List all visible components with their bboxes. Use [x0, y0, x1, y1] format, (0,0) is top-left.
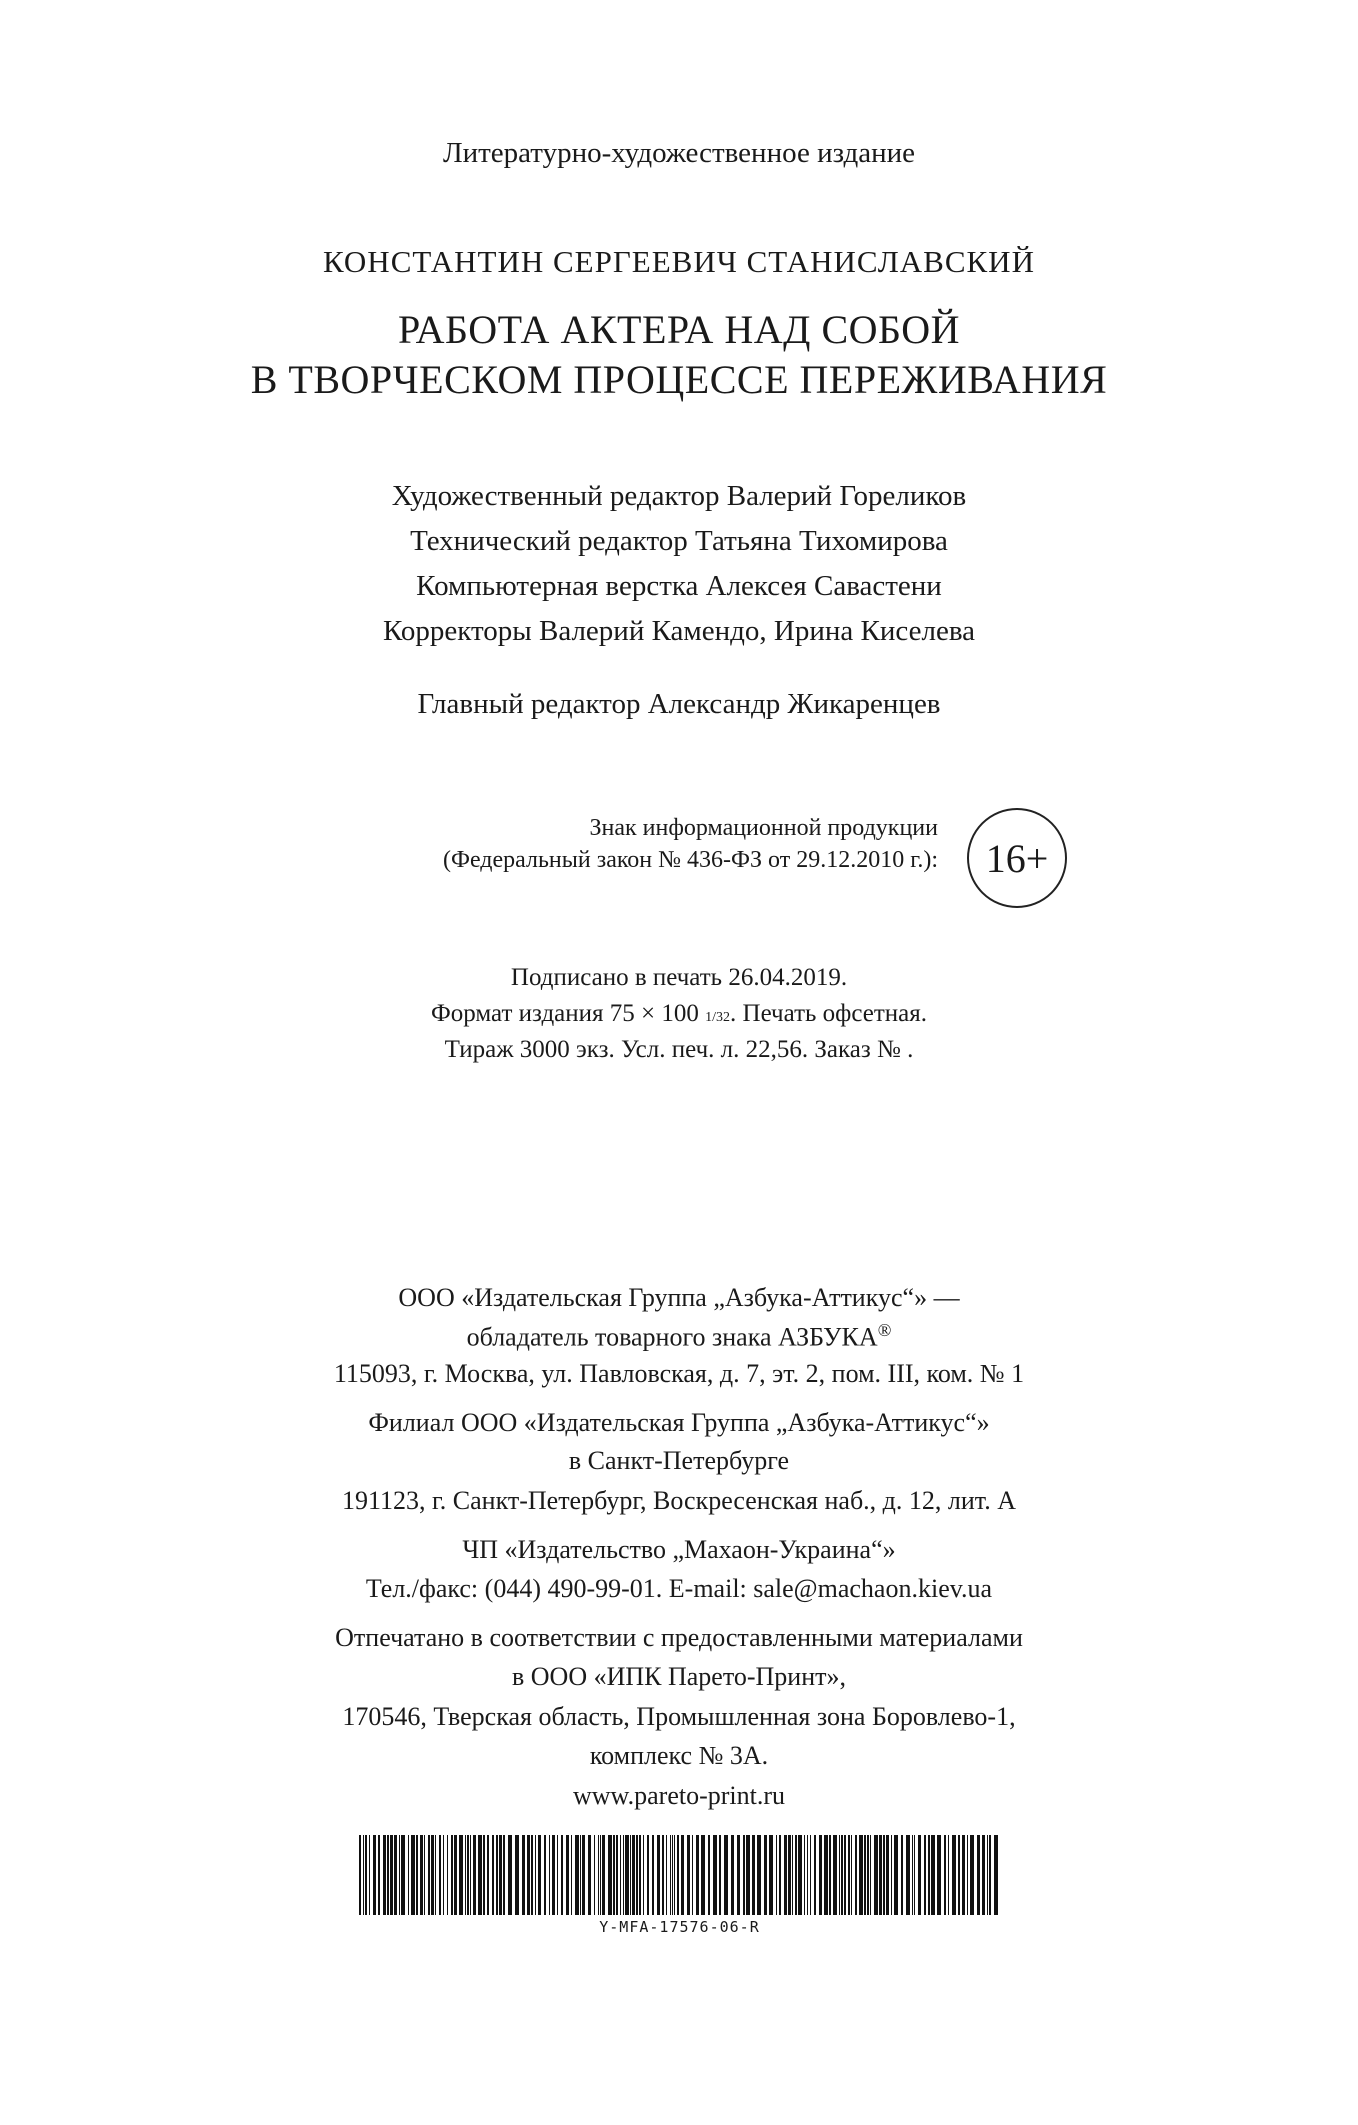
- barcode-bar: [594, 1835, 595, 1915]
- barcode-bar: [870, 1835, 871, 1915]
- barcode-bar: [859, 1835, 863, 1915]
- barcode-bar: [487, 1835, 489, 1915]
- barcode-bar: [952, 1835, 956, 1915]
- barcode-bar: [465, 1835, 466, 1915]
- barcode-bar: [764, 1835, 767, 1915]
- barcode-bar: [696, 1835, 699, 1915]
- printer-line-2: в ООО «ИПК Парето-Принт»,: [511, 1662, 846, 1691]
- barcode-bar: [499, 1835, 502, 1915]
- barcode-bar: [994, 1835, 998, 1915]
- credit-art-editor: Художественный редактор Валерий Гореликов: [391, 480, 967, 512]
- barcode-bar: [483, 1835, 485, 1915]
- barcode-bar: [987, 1835, 988, 1915]
- barcode-bar: [982, 1835, 985, 1915]
- barcode-bar: [677, 1835, 679, 1915]
- barcode-bar: [674, 1835, 675, 1915]
- barcode-bar: [478, 1835, 482, 1915]
- printer-address: 170546, Тверская область, Промышленная зона Боровлево-1,: [342, 1702, 1016, 1731]
- barcode-bar: [503, 1835, 505, 1915]
- age-rating-label: [443, 812, 938, 876]
- barcode-bar: [451, 1835, 453, 1915]
- barcode-bar: [394, 1835, 397, 1915]
- barcode-bar: [914, 1835, 915, 1915]
- barcode-bar: [672, 1835, 673, 1915]
- barcode-bar: [757, 1835, 761, 1915]
- barcode-bar: [515, 1835, 519, 1915]
- barcode-bar: [582, 1835, 585, 1915]
- barcode-bar: [435, 1835, 436, 1915]
- barcode-bar: [527, 1835, 530, 1915]
- barcode-bar: [681, 1835, 684, 1915]
- branch-name: Филиал ООО «Издательская Группа „Азбука-Аттикус“»: [368, 1408, 990, 1437]
- barcode-bar: [912, 1835, 913, 1915]
- barcode-bar: [788, 1835, 791, 1915]
- barcode-bar: [937, 1835, 941, 1915]
- barcode-bar: [731, 1835, 734, 1915]
- barcode-graphic: [357, 1835, 1002, 1915]
- barcode-bar: [647, 1835, 649, 1915]
- barcode-bar: [883, 1835, 885, 1915]
- barcode-bar: [580, 1835, 581, 1915]
- registered-mark: ®: [877, 1320, 892, 1340]
- barcode-bar: [408, 1835, 409, 1915]
- barcode-bar: [552, 1835, 555, 1915]
- barcode-bar: [819, 1835, 822, 1915]
- barcode-bar: [473, 1835, 476, 1915]
- barcode-bar: [784, 1835, 787, 1915]
- credit-proofreaders: Корректоры Валерий Камендо, Ирина Киселева: [382, 615, 976, 647]
- barcode-bar: [588, 1835, 591, 1915]
- barcode-bar: [616, 1835, 618, 1915]
- barcode-bar: [824, 1835, 828, 1915]
- barcode-bar: [701, 1835, 705, 1915]
- barcode-bar: [948, 1835, 949, 1915]
- barcode-bar: [365, 1835, 367, 1915]
- publisher-name: ООО «Издательская Группа „Азбука-Аттикус“» —: [398, 1283, 960, 1312]
- barcode-bar: [401, 1835, 405, 1915]
- barcode-bar: [459, 1835, 463, 1915]
- barcode-bar: [598, 1835, 599, 1915]
- barcode-bar: [844, 1835, 846, 1915]
- barcode-bar: [848, 1835, 850, 1915]
- barcode-bar: [620, 1835, 621, 1915]
- barcode-bar: [428, 1835, 430, 1915]
- barcode-bar: [901, 1835, 903, 1915]
- barcode-bar: [967, 1835, 968, 1915]
- barcode-bar: [657, 1835, 660, 1915]
- barcode-bar: [420, 1835, 423, 1915]
- barcode-bar: [608, 1835, 612, 1915]
- barcode-bar: [810, 1835, 811, 1915]
- barcode-bar: [851, 1835, 852, 1915]
- barcode-bar: [708, 1835, 710, 1915]
- barcode-bar: [829, 1835, 831, 1915]
- barcode-bar: [864, 1835, 866, 1915]
- barcode-bar: [977, 1835, 980, 1915]
- credit-tech-editor: Технический редактор Татьяна Тихомирова: [410, 525, 948, 557]
- barcode-bar: [492, 1835, 494, 1915]
- barcode-bar: [962, 1835, 965, 1915]
- age-rating-badge: 16+: [967, 808, 1067, 908]
- barcode-bar: [639, 1835, 641, 1915]
- barcode-bar: [363, 1835, 364, 1915]
- barcode-bar: [467, 1835, 469, 1915]
- barcode-bar: [795, 1835, 797, 1915]
- barcode-bar: [630, 1835, 631, 1915]
- barcode-bar: [906, 1835, 910, 1915]
- barcode-bar: [411, 1835, 415, 1915]
- barcode-bar: [623, 1835, 624, 1915]
- barcode-bar: [918, 1835, 921, 1915]
- barcode-bar: [924, 1835, 926, 1915]
- barcode: [357, 1835, 1002, 1915]
- print-format: [0, 1000, 1358, 1028]
- barcode-bar: [814, 1835, 816, 1915]
- barcode-bar: [369, 1835, 370, 1915]
- barcode-bar: [891, 1835, 892, 1915]
- barcode-bar: [439, 1835, 441, 1915]
- barcode-bar: [779, 1835, 781, 1915]
- barcode-bar: [841, 1835, 843, 1915]
- credit-layout: Компьютерная верстка Алексея Савастени: [416, 570, 942, 602]
- barcode-bar: [958, 1835, 960, 1915]
- barcode-bar: [424, 1835, 425, 1915]
- book-title-line-2: В ТВОРЧЕСКОМ ПРОЦЕССЕ ПЕРЕЖИВАНИЯ: [250, 357, 1108, 402]
- barcode-bar: [522, 1835, 525, 1915]
- print-format-suffix: . Печать офсетная.: [730, 1000, 927, 1027]
- barcode-bar: [719, 1835, 721, 1915]
- barcode-bar: [508, 1835, 512, 1915]
- print-signed-date: Подписано в печать 26.04.2019.: [510, 964, 848, 991]
- barcode-bar: [544, 1835, 546, 1915]
- barcode-bar: [776, 1835, 777, 1915]
- barcode-bar: [602, 1835, 605, 1915]
- barcode-bar: [652, 1835, 654, 1915]
- ukraine-contacts: Тел./факс: (044) 490-99-01. E-mail: sale@machaon.kiev.ua: [365, 1574, 993, 1603]
- barcode-bar: [833, 1835, 837, 1915]
- barcode-bar: [470, 1835, 471, 1915]
- age-rating-block: [0, 808, 1358, 908]
- barcode-bar: [670, 1835, 671, 1915]
- barcode-bar: [804, 1835, 805, 1915]
- barcode-bar: [636, 1835, 638, 1915]
- barcode-bar: [944, 1835, 946, 1915]
- barcode-bar: [839, 1835, 840, 1915]
- print-format-fraction: 1/32: [705, 1010, 731, 1025]
- barcode-bar: [807, 1835, 808, 1915]
- barcode-bar: [549, 1835, 550, 1915]
- publisher-address: 115093, г. Москва, ул. Павловская, д. 7, эт. 2, пом. III, ком. № 1: [333, 1359, 1025, 1388]
- barcode-bar: [535, 1835, 536, 1915]
- barcode-bar: [496, 1835, 498, 1915]
- barcode-bar: [416, 1835, 418, 1915]
- barcode-bar: [713, 1835, 717, 1915]
- barcode-bar: [687, 1835, 690, 1915]
- barcode-bar: [359, 1835, 361, 1915]
- barcode-bar: [575, 1835, 579, 1915]
- printer-complex: комплекс № 3А.: [589, 1741, 769, 1770]
- barcode-bar: [632, 1835, 635, 1915]
- barcode-bar: [989, 1835, 991, 1915]
- book-title-line-1: РАБОТА АКТЕРА НАД СОБОЙ: [398, 307, 960, 352]
- barcode-bar: [743, 1835, 745, 1915]
- barcode-bar: [383, 1835, 386, 1915]
- barcode-bar: [752, 1835, 755, 1915]
- edition-type: Литературно-художественное издание: [442, 137, 916, 169]
- barcode-bar: [855, 1835, 857, 1915]
- barcode-bar: [798, 1835, 802, 1915]
- barcode-bar: [769, 1835, 773, 1915]
- barcode-bar: [571, 1835, 572, 1915]
- barcode-bar: [928, 1835, 930, 1915]
- barcode-bar: [724, 1835, 728, 1915]
- chief-editor: Главный редактор Александр Жикаренцев: [417, 688, 941, 720]
- barcode-label: Y-MFA-17576-06-R: [599, 1918, 760, 1936]
- barcode-bar: [431, 1835, 434, 1915]
- barcode-bar: [566, 1835, 569, 1915]
- barcode-bar: [970, 1835, 974, 1915]
- barcode-bar: [600, 1835, 601, 1915]
- publisher-trademark: [0, 1320, 1358, 1353]
- barcode-bar: [625, 1835, 629, 1915]
- printer-website: www.pareto-print.ru: [572, 1781, 786, 1810]
- barcode-bar: [643, 1835, 644, 1915]
- barcode-bar: [387, 1835, 389, 1915]
- age-rating-label-line-2: (Федеральный закон № 436-ФЗ от 29.12.2010 г.):: [442, 847, 938, 873]
- barcode-bar: [746, 1835, 750, 1915]
- print-format-prefix: Формат издания 75 × 100: [431, 1000, 706, 1027]
- barcode-bar: [792, 1835, 793, 1915]
- barcode-bar: [737, 1835, 740, 1915]
- barcode-bar: [443, 1835, 444, 1915]
- barcode-bar: [867, 1835, 869, 1915]
- printer-line-1: Отпечатано в соответствии с предоставленными материалами: [335, 1623, 1023, 1652]
- barcode-bar: [531, 1835, 533, 1915]
- barcode-bar: [931, 1835, 935, 1915]
- barcode-bar: [613, 1835, 615, 1915]
- print-circulation: Тираж 3000 экз. Усл. печ. л. 22,56. Заказ № .: [444, 1036, 914, 1063]
- barcode-bar: [894, 1835, 898, 1915]
- ukraine-publisher: ЧП «Издательство „Махаон-Украина“»: [462, 1535, 896, 1564]
- author-name: КОНСТАНТИН СЕРГЕЕВИЧ СТАНИСЛАВСКИЙ: [323, 244, 1035, 279]
- barcode-bar: [373, 1835, 376, 1915]
- publisher-trademark-text: обладатель товарного знака АЗБУКА: [466, 1322, 878, 1352]
- branch-city: в Санкт-Петербурге: [568, 1446, 790, 1475]
- barcode-bar: [662, 1835, 664, 1915]
- barcode-bar: [666, 1835, 667, 1915]
- barcode-bar: [447, 1835, 448, 1915]
- barcode-bar: [886, 1835, 889, 1915]
- age-rating-label-line-1: Знак информационной продукции: [589, 815, 938, 841]
- barcode-bar: [692, 1835, 693, 1915]
- barcode-bar: [557, 1835, 558, 1915]
- branch-address: 191123, г. Санкт-Петербург, Воскресенская наб., д. 12, лит. А: [342, 1486, 1016, 1515]
- barcode-bar: [390, 1835, 393, 1915]
- barcode-bar: [378, 1835, 380, 1915]
- barcode-bar: [561, 1835, 563, 1915]
- barcode-bar: [874, 1835, 878, 1915]
- barcode-bar: [538, 1835, 541, 1915]
- barcode-bar: [399, 1835, 400, 1915]
- barcode-bar: [879, 1835, 882, 1915]
- barcode-bar: [454, 1835, 457, 1915]
